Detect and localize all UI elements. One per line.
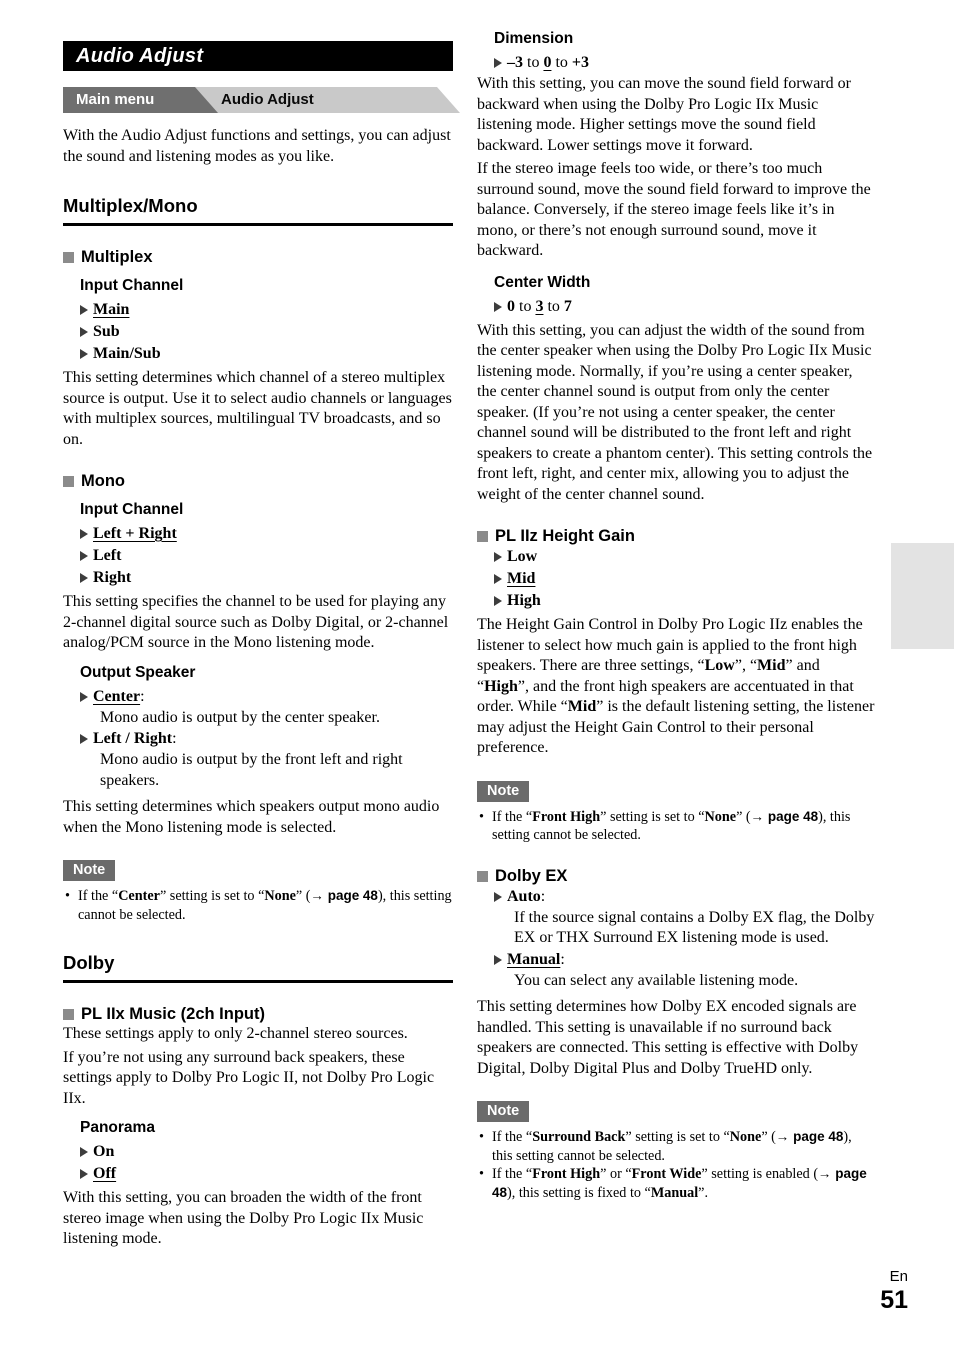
- subsection-dolby-ex-label: Dolby EX: [495, 866, 568, 885]
- arrow-bullet-icon: [494, 892, 502, 902]
- setting-heading-dimension: Dimension: [494, 30, 574, 47]
- option-label: Main/Sub: [93, 345, 161, 362]
- setting-heading-input-channel: Input Channel: [80, 277, 184, 294]
- option-label: High: [507, 592, 541, 609]
- note-badge: Note: [477, 781, 529, 802]
- option-label: Left: [93, 547, 122, 564]
- option-item: [80, 343, 453, 365]
- arrow-bullet-icon: [494, 574, 502, 584]
- option-label: Right: [93, 569, 132, 586]
- option-label: Manual:: [507, 950, 565, 968]
- arrow-bullet-icon: [494, 596, 502, 606]
- note-list: [63, 887, 453, 924]
- option-label: Left + Right: [93, 525, 177, 542]
- page-edge-tab: [891, 543, 954, 649]
- section-square-icon: [63, 252, 74, 263]
- subsection-dolby-ex: [477, 867, 875, 886]
- page-footer: [880, 1268, 908, 1314]
- subsection-multiplex: [63, 248, 453, 267]
- section-heading-multiplex-mono: Multiplex/Mono: [63, 195, 453, 226]
- note-list: [477, 1128, 875, 1202]
- option-item: [80, 299, 453, 321]
- option-description: Mono audio is output by the front left and right speakers.: [100, 751, 403, 789]
- arrow-bullet-icon: [494, 552, 502, 562]
- option-label: Low: [507, 548, 538, 565]
- breadcrumb-item-main-menu: Main menu: [76, 91, 155, 108]
- option-item: [494, 949, 875, 971]
- option-item: [80, 1141, 453, 1163]
- footer-language-label: En: [889, 1268, 908, 1285]
- arrow-bullet-icon: [494, 955, 502, 965]
- note-badge: Note: [63, 860, 115, 881]
- section-heading-dolby: Dolby: [63, 952, 453, 983]
- option-item: [494, 296, 875, 318]
- section-square-icon: [477, 871, 488, 882]
- note-item: • If the “Front High” or “Front Wide” setting is enabled (→ page 48), this setting is fixed to “Manual”.: [477, 1165, 875, 1202]
- breadcrumb: [63, 87, 460, 113]
- option-label: Auto:: [507, 887, 546, 905]
- arrow-bullet-icon: [80, 734, 88, 744]
- subsection-mono-label: Mono: [81, 472, 125, 490]
- note-list: [477, 808, 875, 845]
- note-item: • If the “Surround Back” setting is set to “None” (→ page 48), this setting cannot be selected.: [477, 1128, 875, 1165]
- arrow-bullet-icon: [494, 302, 502, 312]
- option-item: [80, 545, 453, 567]
- option-label: Left / Right:: [93, 730, 177, 747]
- subsection-pliix-music: [63, 1005, 453, 1024]
- arrow-bullet-icon: [80, 1147, 88, 1157]
- pliiz-description: The Height Gain Control in Dolby Pro Logic IIz enables the listener to select how much gain is applied to the front high speakers. There are three settings, “Low”, “Mid” and “High”, and the front high speakers are accentuated in that order. While “Mid” is the default listening setting, the listener may adjust the Height Gain Control to their personal preference.: [477, 616, 875, 756]
- option-item: [80, 728, 453, 750]
- pliix-description-1: These settings apply to only 2-channel stereo sources.: [63, 1025, 408, 1043]
- mono-description: This setting specifies the channel to be used for playing any 2-channel digital source such as Dolby Digital, or 2-channel analog/PCM source in the Mono listening mode.: [63, 593, 449, 651]
- subsection-pliiz-height-gain: [477, 527, 875, 546]
- intro-paragraph: With the Audio Adjust functions and settings, you can adjust the sound and listening modes as you like.: [63, 127, 451, 165]
- section-square-icon: [63, 1009, 74, 1020]
- arrow-bullet-icon: [80, 305, 88, 315]
- arrow-bullet-icon: [80, 551, 88, 561]
- option-item: [494, 886, 875, 908]
- arrow-bullet-icon: [80, 529, 88, 539]
- arrow-bullet-icon: [80, 327, 88, 337]
- left-column: [63, 41, 453, 1258]
- option-item: [494, 590, 875, 612]
- note-item: • If the “Front High” setting is set to “None” (→ page 48), this setting cannot be selected.: [477, 808, 875, 845]
- setting-heading-input-channel: Input Channel: [80, 501, 184, 518]
- dimension-description-2: If the stereo image feels too wide, or there’s too much surround sound, move the sound field forward to improve the balance. Conversely, if the stereo image feels like it’s in mono, or there’s not enough surround sound, move it backward.: [477, 160, 871, 259]
- section-square-icon: [63, 476, 74, 487]
- option-item: [80, 567, 453, 589]
- panorama-description: With this setting, you can broaden the width of the front stereo image when using the Dolby Pro Logic IIx Music listening mode.: [63, 1189, 424, 1248]
- option-label: Center:: [93, 687, 145, 705]
- subsection-mono: [63, 472, 453, 491]
- dimension-description-1: With this setting, you can move the sound field forward or backward when using the Dolby Pro Logic IIx Music listening mode. Higher settings move the sound field backward. Lower settings move it forward.: [477, 75, 851, 154]
- arrow-bullet-icon: [80, 349, 88, 359]
- option-item: [494, 546, 875, 568]
- option-item: [494, 568, 875, 590]
- setting-heading-panorama: Panorama: [80, 1119, 155, 1137]
- section-square-icon: [477, 531, 488, 542]
- breadcrumb-item-audio-adjust: Audio Adjust: [221, 91, 314, 108]
- option-item: [80, 523, 453, 545]
- arrow-bullet-icon: [80, 692, 88, 702]
- option-label: Off: [93, 1165, 117, 1183]
- setting-heading-center-width: Center Width: [494, 273, 591, 291]
- subsection-multiplex-label: Multiplex: [81, 248, 153, 266]
- option-label: On: [93, 1143, 115, 1161]
- note-badge: Note: [477, 1101, 529, 1122]
- option-range: –3 to 0 to +3: [507, 54, 590, 71]
- arrow-bullet-icon: [80, 1169, 88, 1179]
- option-description: If the source signal contains a Dolby EX flag, the Dolby EX or THX Surround EX listening mode is used.: [514, 908, 875, 947]
- note-item: • If the “Center” setting is set to “None” (→ page 48), this setting cannot be selected.: [63, 887, 453, 924]
- option-item: [80, 321, 453, 343]
- option-label: Sub: [93, 323, 120, 340]
- option-description: You can select any available listening mode.: [514, 971, 799, 989]
- option-item: [80, 1163, 453, 1185]
- option-description: Mono audio is output by the center speaker.: [100, 708, 380, 726]
- setting-heading-output-speaker: Output Speaker: [80, 663, 196, 681]
- option-label: Main: [93, 301, 130, 318]
- page-title: Audio Adjust: [63, 41, 453, 71]
- right-column: [477, 30, 875, 1203]
- dolby-ex-description: This setting determines how Dolby EX encoded signals are handled. This setting is unavailable if no surround back speakers are connected. This setting is effective with Dolby Digital, Dolby Digital Plus and Dolby TrueHD only.: [477, 998, 859, 1077]
- arrow-bullet-icon: [494, 58, 502, 68]
- footer-page-number: 51: [880, 1286, 908, 1314]
- subsection-pliix-music-label: PL IIx Music (2ch Input): [81, 1005, 265, 1024]
- pliix-description-2: If you’re not using any surround back speakers, these settings apply to Dolby Pro Logic II, not Dolby Pro Logic IIx.: [63, 1048, 435, 1107]
- center-width-description: With this setting, you can adjust the width of the sound from the center speaker when using the Dolby Pro Logic IIx Music listening mode. Normally, if you’re using a center speaker, the center channel sound is output from only the center speaker. (If you’re not using a center speaker, the center channel sound will be distributed to the front left and right speakers to create a phantom center). This setting controls the front left, right, and center mix, allowing you to adjust the weight of the center channel sound.: [477, 321, 873, 503]
- arrow-bullet-icon: [80, 573, 88, 583]
- option-item: [494, 52, 875, 74]
- output-speaker-description: This setting determines which speakers output mono audio when the Mono listening mode is selected.: [63, 798, 440, 836]
- option-range: 0 to 3 to 7: [507, 297, 572, 315]
- option-item: [80, 686, 453, 708]
- option-label: Mid: [507, 570, 536, 587]
- subsection-pliiz-height-gain-label: PL IIz Height Gain: [495, 527, 635, 545]
- multiplex-description: This setting determines which channel of a stereo multiplex source is output. Use it to select audio channels or languages with multiplex sources, multilingual TV broadcasts, and so on.: [63, 369, 452, 448]
